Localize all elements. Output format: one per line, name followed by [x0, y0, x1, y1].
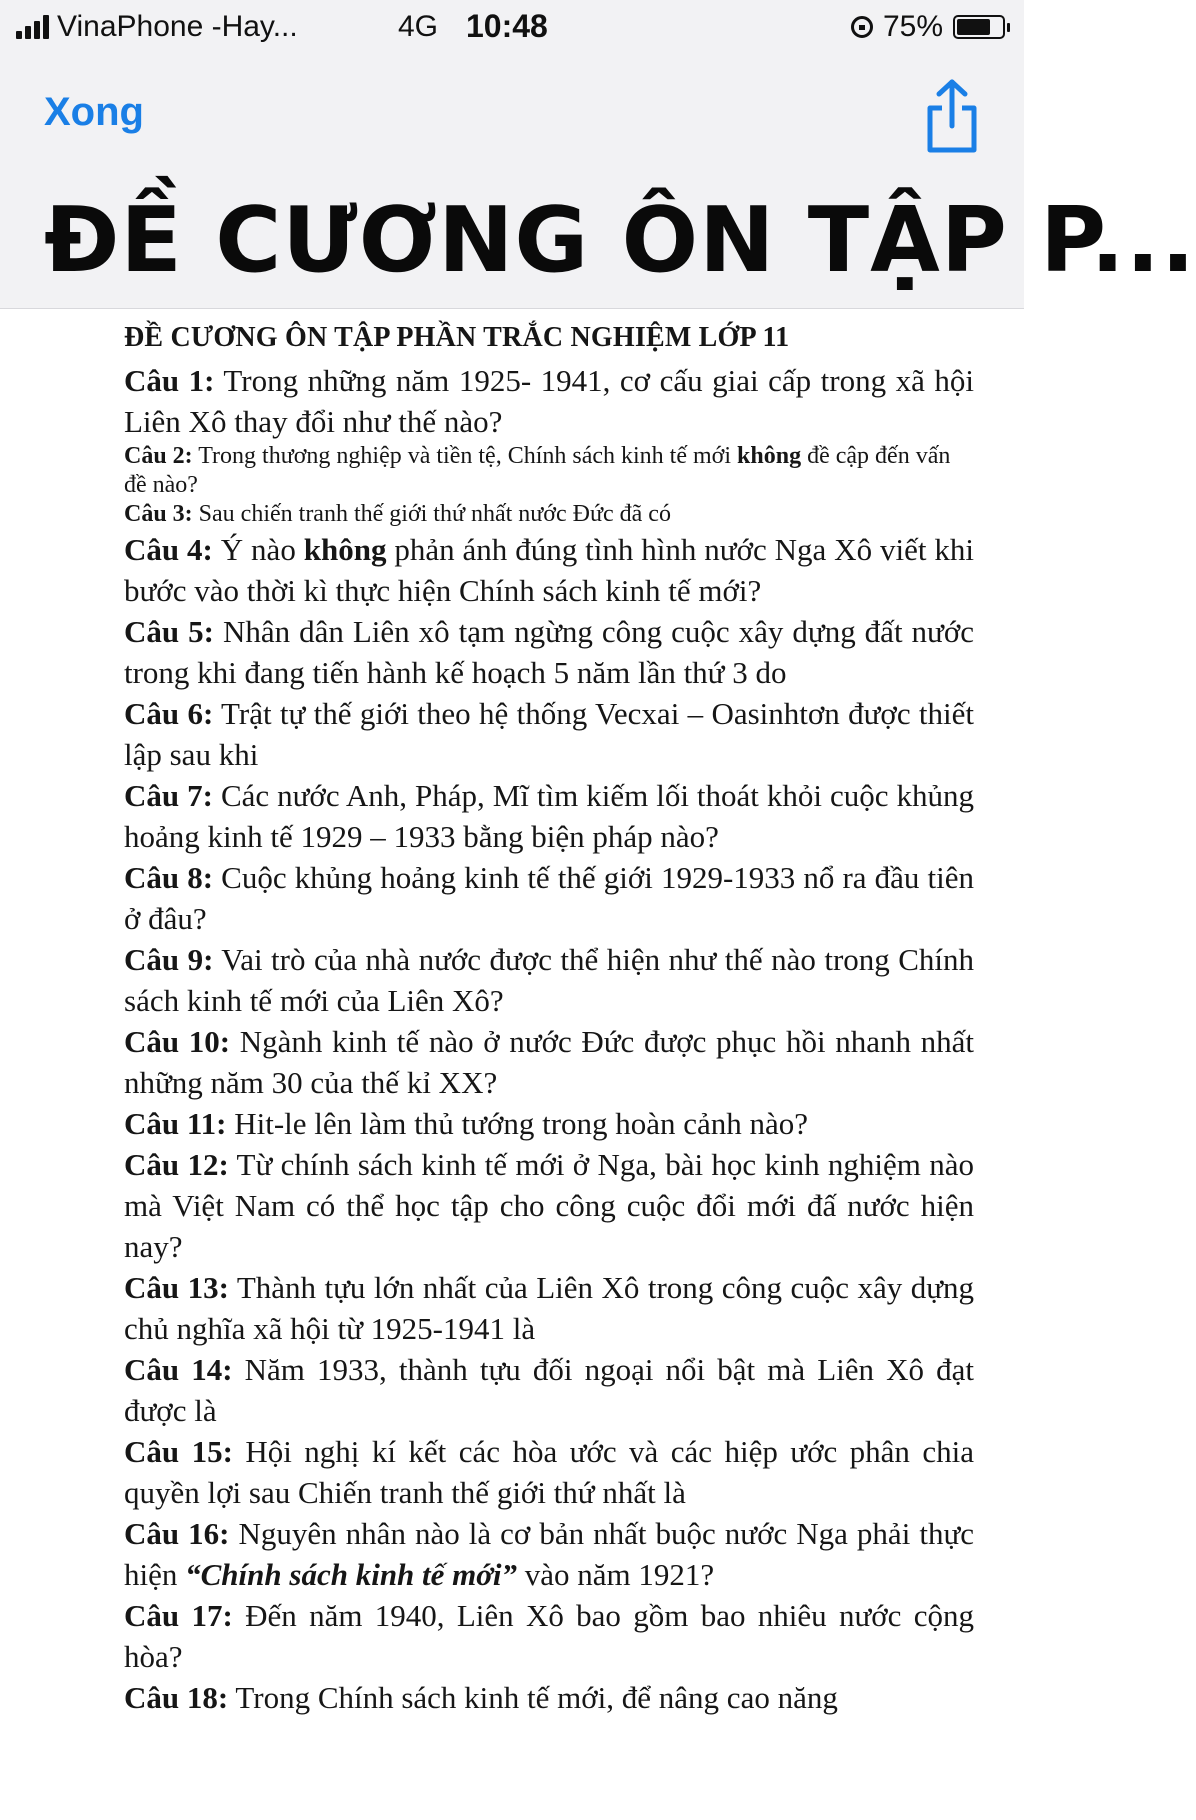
- document-title: ĐỀ CƯƠNG ÔN TẬP PHẦN TRẮC NGHIỆM LỚP 11: [124, 322, 790, 353]
- question-1: Câu 1: Trong những năm 1925- 1941, cơ cấu giai cấp trong xã hội Liên Xô thay đổi như thế nào?: [124, 363, 974, 439]
- network-type: 4G: [398, 10, 439, 43]
- question-18: Câu 18: Trong Chính sách kinh tế mới, để nâng cao năng: [124, 1680, 838, 1715]
- question-15: Câu 15: Hội nghị kí kết các hòa ước và các hiệp ước phân chia quyền lợi sau Chiến tranh thế giới thứ nhất là: [124, 1434, 975, 1510]
- signal-strength-icon: [16, 15, 49, 39]
- navigation-bar: [0, 60, 1196, 309]
- carrier-name: VinaPhone -Hay...: [57, 10, 298, 43]
- rotation-lock-icon: [851, 16, 873, 38]
- question-13: Câu 13: Thành tựu lớn nhất của Liên Xô trong công cuộc xây dựng chủ nghĩa xã hội từ 1925-1941 là: [124, 1270, 975, 1346]
- share-icon[interactable]: [922, 78, 982, 154]
- question-10: Câu 10: Ngành kinh tế nào ở nước Đức được phục hồi nhanh nhất những năm 30 của thế kỉ XX?: [124, 1024, 974, 1100]
- question-5: Câu 5: Nhân dân Liên xô tạm ngừng công cuộc xây dựng đất nước trong khi đang tiến hành kế hoạch 5 năm lần thứ 3 do: [124, 614, 975, 690]
- question-3: Câu 3: Sau chiến tranh thế giới thứ nhất nước Đức đã có: [124, 501, 671, 527]
- document-content: [124, 322, 974, 1718]
- question-16: Câu 16: Nguyên nhân nào là cơ bản nhất buộc nước Nga phải thực hiện “Chính sách kinh tế mới” vào năm 1921?: [124, 1516, 974, 1592]
- question-7: Câu 7: Các nước Anh, Pháp, Mĩ tìm kiếm lối thoát khỏi cuộc khủng hoảng kinh tế 1929 – 1933 bằng biện pháp nào?: [124, 778, 975, 854]
- question-17: Câu 17: Đến năm 1940, Liên Xô bao gồm bao nhiêu nước cộng hòa?: [124, 1598, 974, 1674]
- question-12: Câu 12: Từ chính sách kinh tế mới ở Nga, bài học kinh nghiệm nào mà Việt Nam có thể học tập cho công cuộc đổi mới đấ nước hiện nay?: [124, 1147, 975, 1264]
- done-button[interactable]: Xong: [44, 90, 144, 134]
- question-14: Câu 14: Năm 1933, thành tựu đối ngoại nổi bật mà Liên Xô đạt được là: [124, 1352, 974, 1428]
- status-left: [16, 10, 298, 44]
- status-right: [851, 10, 1010, 44]
- question-6: Câu 6: Trật tự thế giới theo hệ thống Vecxai – Oasinhtơn được thiết lập sau khi: [124, 696, 974, 772]
- question-9: Câu 9: Vai trò của nhà nước được thể hiện như thế nào trong Chính sách kinh tế mới của Liên Xô?: [124, 942, 974, 1018]
- document-heading: ĐỀ CƯƠNG ÔN TẬP P...: [44, 188, 1196, 293]
- battery-percent: 75%: [882, 10, 943, 43]
- question-4: Câu 4: Ý nào không phản ánh đúng tình hình nước Nga Xô viết khi bước vào thời kì thực hiện Chính sách kinh tế mới?: [124, 532, 974, 608]
- viewport-bottom-edge: [0, 1806, 1024, 1820]
- question-2: Câu 2: Trong thương nghiệp và tiền tệ, Chính sách kinh tế mới không đề cập đến vấn đề nào?: [124, 443, 951, 498]
- status-bar: [0, 0, 1024, 60]
- battery-level: [957, 19, 990, 35]
- battery-icon: [953, 15, 1010, 39]
- question-8: Câu 8: Cuộc khủng hoảng kinh tế thế giới 1929-1933 nổ ra đầu tiên ở đâu?: [124, 860, 974, 936]
- status-time: 10:48: [466, 8, 548, 44]
- question-11: Câu 11: Hit-le lên làm thủ tướng trong hoàn cảnh nào?: [124, 1106, 809, 1141]
